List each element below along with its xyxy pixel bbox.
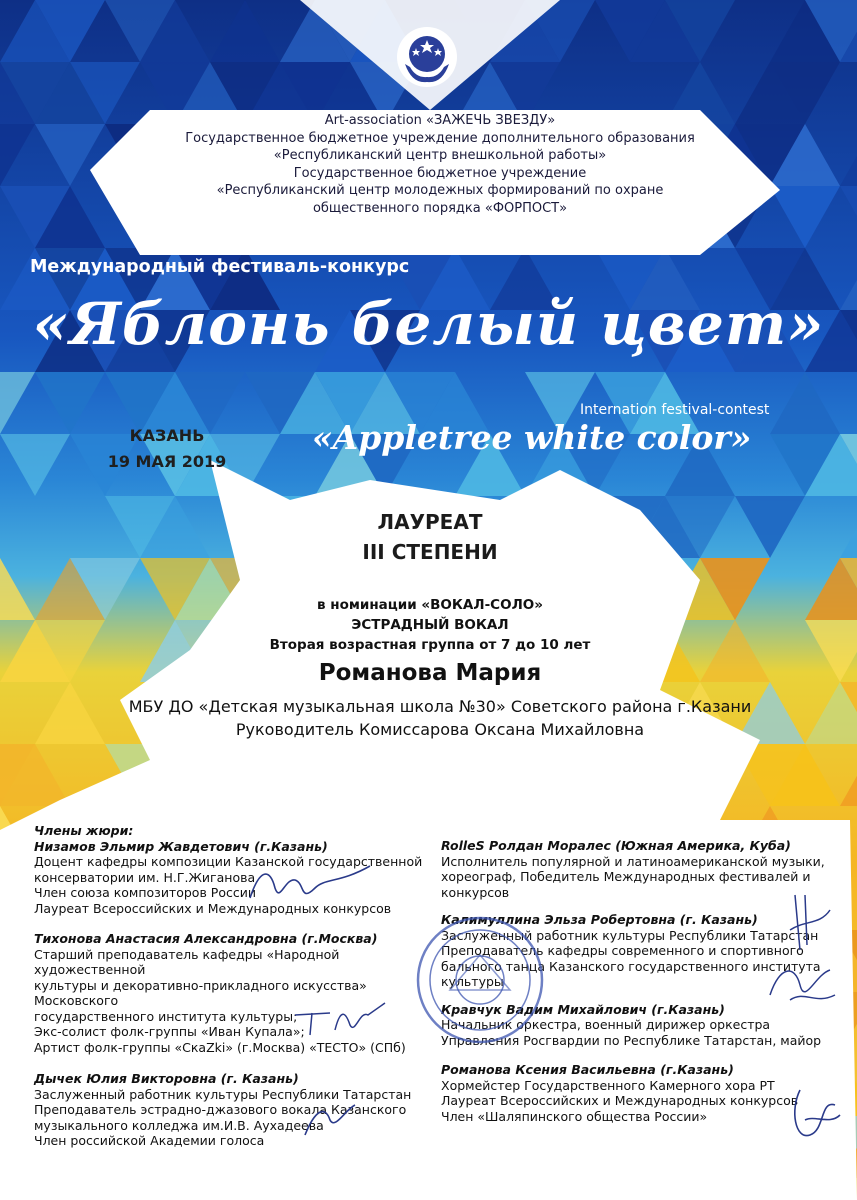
jury-member-detail: культуры xyxy=(441,974,504,989)
jury-member-name: Калимуллина Эльза Робертовна xyxy=(441,912,676,927)
event-city: КАЗАНЬ xyxy=(129,426,205,445)
jury-member-name: RolleS Ролдан Моралес xyxy=(441,838,611,853)
jury-member-detail: Заслуженный работник культуры Республики Татарстан xyxy=(441,927,819,943)
award-line-2: III СТЕПЕНИ xyxy=(362,540,498,564)
nomination-style: ЭСТРАДНЫЙ ВОКАЛ xyxy=(351,617,509,633)
award-line-1: ЛАУРЕАТ xyxy=(377,510,483,534)
jury-member-name: Кравчук Вадим Михайлович xyxy=(441,1001,647,1017)
organizer-line: «Республиканский центр молодежных формирований по охране xyxy=(216,183,664,198)
event-date: 19 МАЯ 2019 xyxy=(107,452,227,471)
jury-member-detail: Лауреат Всероссийских и Международных конкурсов xyxy=(441,1093,799,1108)
signature-dychek xyxy=(300,1100,360,1140)
jury-member-detail: государственного института культуры; xyxy=(34,1008,298,1024)
jury-member-detail: Экс-солист фолк-группы «Иван Купала»; xyxy=(34,1024,305,1039)
jury-member-detail: конкурсов xyxy=(441,884,510,900)
jury-member-detail: хореограф, Победитель Международных фестивалей и xyxy=(441,869,811,884)
event-place-date xyxy=(92,423,242,475)
recipient-supervisor: Руководитель Комиссарова Оксана Михайловна xyxy=(235,720,645,739)
jury-member-detail: Член российской Академии голоса xyxy=(34,1133,265,1148)
official-stamp-seal xyxy=(410,910,550,1050)
jury-member-name: Тихонова Анастасия Александровна xyxy=(34,931,298,946)
jury-member-city: (г. Казань) xyxy=(216,1071,299,1086)
organizer-line: общественного порядка «ФОРПОСТ» xyxy=(312,200,568,216)
recipient-name: Романова Мария xyxy=(318,660,542,686)
jury-member-city: (г. Казань) xyxy=(675,912,758,927)
festival-subtitle-ru: Международный фестиваль-конкурс xyxy=(30,257,410,277)
jury-member-detail: консерватории им. Н.Г.Жиганова xyxy=(34,869,256,885)
festival-logo xyxy=(372,12,482,112)
signature-nizamov xyxy=(230,858,380,918)
jury-member-detail: Исполнитель популярной и латиноамериканской музыки, xyxy=(441,853,825,869)
jury-member-detail: Доцент кафедры композиции Казанской государственной xyxy=(34,854,423,869)
festival-title-en: «Appletree white color» xyxy=(312,418,752,457)
jury-member xyxy=(34,1071,434,1149)
organizer-line: Art-association «ЗАЖЕЧЬ ЗВЕЗДУ» xyxy=(324,113,556,128)
jury-member-detail: Лауреат Всероссийских и Международных конкурсов xyxy=(34,900,392,916)
jury-member-detail: музыкального колледжа им.И.В. Аухадеева xyxy=(34,1117,324,1133)
organizers-block xyxy=(120,112,760,217)
jury-member-name: Дычек Юлия Викторовна xyxy=(34,1071,217,1086)
jury-member-detail: Преподаватель эстрадно-джазового вокала Казанского xyxy=(34,1102,407,1117)
festival-subtitle-en: Internation festival-contest xyxy=(580,402,770,418)
jury-member-detail: бального танца Казанского государственного института xyxy=(441,958,821,974)
jury-member-city: (г.Казань) xyxy=(646,1001,725,1017)
signature-rolles xyxy=(775,890,835,960)
festival-title-ru: «Яблонь белый цвет» xyxy=(32,290,825,358)
signature-kalimullina xyxy=(760,955,840,1015)
stars-in-hands-logo-icon xyxy=(372,12,482,112)
jury-member-detail: Член союза композиторов России xyxy=(34,885,256,900)
jury-member-detail: Начальник оркестра, военный дирижер оркестра xyxy=(441,1017,771,1032)
jury-member-city: (г.Москва) xyxy=(297,931,378,946)
signature-tikhonova xyxy=(290,995,390,1040)
jury-member-detail: культуры и декоративно-прикладного искусства» Московского xyxy=(34,977,367,1008)
jury-member-city: (Южная Америка, Куба) xyxy=(610,838,791,853)
nomination-category: в номинации «ВОКАЛ-СОЛО» xyxy=(317,597,543,613)
organizer-line: «Республиканский центр внешкольной работы» xyxy=(273,148,607,163)
jury-member-city: (г.Казань) xyxy=(655,1062,734,1077)
jury-member-city: (г.Казань) xyxy=(249,838,328,854)
jury-header: Члены жюри: xyxy=(34,823,134,838)
recipient-institution: МБУ ДО «Детская музыкальная школа №30» Советского района г.Казани xyxy=(128,697,752,716)
jury-member-detail: Артист фолк-группы «СкаZki» (г.Москва) «ТЕСТО» (СПб) xyxy=(34,1039,406,1055)
jury-member-detail: Управления Росгвардии по Республике Татарстан, майор xyxy=(441,1032,822,1048)
jury-member-detail: Старший преподаватель кафедры «Народной художественной xyxy=(34,946,340,977)
jury-member-detail: Заслуженный работник культуры Республики Татарстан xyxy=(34,1086,412,1102)
jury-member-detail: Член «Шаляпинского общества России» xyxy=(441,1108,708,1124)
jury-member-name: Низамов Эльмир Жавдетович xyxy=(34,838,250,854)
organizer-line: Государственное бюджетное учреждение xyxy=(293,165,587,181)
organizer-line: Государственное бюджетное учреждение дополнительного образования xyxy=(185,130,695,146)
jury-member-name: Романова Ксения Васильевна xyxy=(441,1062,656,1077)
jury-member-detail: Хормейстер Государственного Камерного хора РТ xyxy=(441,1077,775,1093)
nomination-age-group: Вторая возрастная группа от 7 до 10 лет xyxy=(269,637,591,653)
signature-romanova xyxy=(780,1080,850,1160)
jury-member-detail: Преподаватель кафедры современного и спортивного xyxy=(441,943,804,958)
